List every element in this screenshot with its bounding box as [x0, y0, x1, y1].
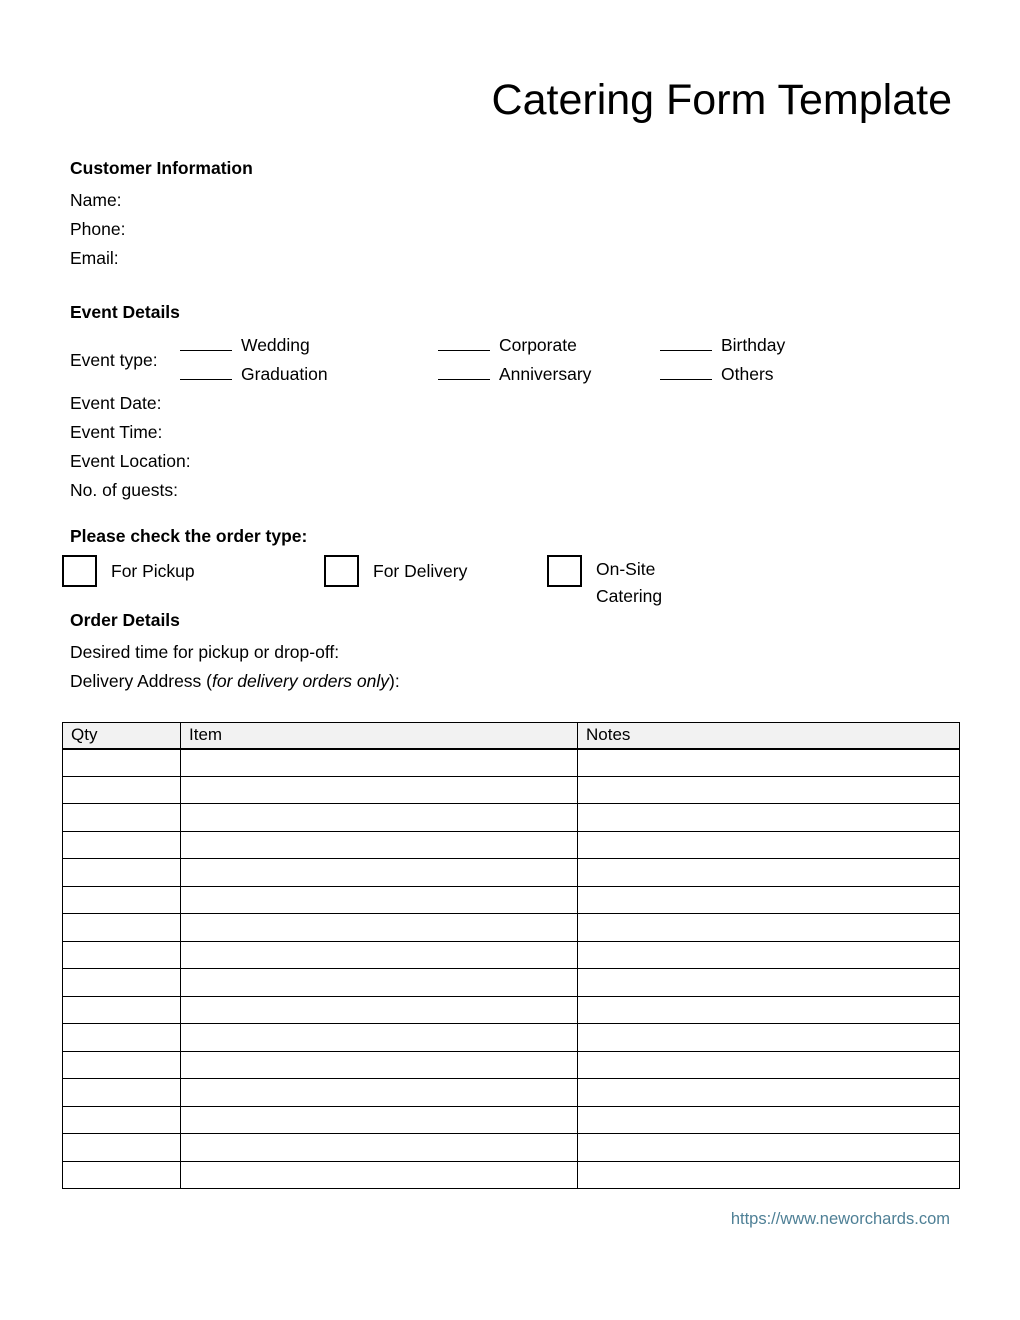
- table-cell[interactable]: [181, 804, 578, 832]
- notes-column-header: Notes: [578, 723, 960, 749]
- table-row: [63, 859, 960, 887]
- table-row: [63, 1134, 960, 1162]
- customer-information-section: [70, 157, 253, 273]
- table-row: [63, 831, 960, 859]
- order-table-body: [63, 749, 960, 1189]
- table-cell[interactable]: [578, 804, 960, 832]
- table-cell[interactable]: [63, 886, 181, 914]
- table-row: [63, 886, 960, 914]
- table-cell[interactable]: [578, 1079, 960, 1107]
- table-cell[interactable]: [578, 969, 960, 997]
- event-details-heading: Event Details: [70, 302, 180, 322]
- table-row: [63, 1161, 960, 1189]
- table-cell[interactable]: [63, 859, 181, 887]
- number-of-guests-field-label[interactable]: No. of guests:: [70, 480, 178, 500]
- table-row: [63, 1051, 960, 1079]
- event-type-option-label: Birthday: [721, 335, 786, 355]
- event-type-blank[interactable]: [660, 338, 712, 351]
- event-type-blank[interactable]: [180, 338, 232, 351]
- table-cell[interactable]: [181, 1106, 578, 1134]
- event-type-option-birthday: [660, 331, 785, 360]
- table-header-row: [63, 723, 960, 749]
- event-type-option-label: Graduation: [241, 364, 328, 384]
- delivery-checkbox-label: For Delivery: [373, 560, 468, 581]
- table-cell[interactable]: [578, 749, 960, 777]
- order-type-section: [62, 525, 663, 606]
- table-cell[interactable]: [578, 996, 960, 1024]
- table-cell[interactable]: [181, 776, 578, 804]
- table-cell[interactable]: [63, 1134, 181, 1162]
- table-cell[interactable]: [578, 886, 960, 914]
- pickup-checkbox[interactable]: [62, 555, 97, 587]
- table-cell[interactable]: [578, 1024, 960, 1052]
- order-items-table: [62, 722, 960, 1189]
- table-row: [63, 776, 960, 804]
- table-cell[interactable]: [578, 914, 960, 942]
- table-cell[interactable]: [63, 1161, 181, 1189]
- onsite-checkbox[interactable]: [547, 555, 582, 587]
- table-cell[interactable]: [63, 831, 181, 859]
- table-cell[interactable]: [578, 831, 960, 859]
- table-cell[interactable]: [63, 804, 181, 832]
- table-cell[interactable]: [181, 886, 578, 914]
- order-type-option-delivery: [324, 555, 547, 587]
- table-cell[interactable]: [181, 859, 578, 887]
- event-type-option-anniversary: [438, 360, 660, 389]
- table-row: [63, 914, 960, 942]
- table-cell[interactable]: [181, 1024, 578, 1052]
- table-cell[interactable]: [63, 1079, 181, 1107]
- table-row: [63, 804, 960, 832]
- event-type-row: [70, 331, 785, 389]
- table-cell[interactable]: [63, 1106, 181, 1134]
- event-type-option-label: Wedding: [241, 335, 310, 355]
- event-type-blank[interactable]: [660, 367, 712, 380]
- table-cell[interactable]: [578, 1106, 960, 1134]
- table-row: [63, 1024, 960, 1052]
- table-cell[interactable]: [578, 776, 960, 804]
- event-type-label: Event type:: [70, 349, 158, 370]
- event-type-blank[interactable]: [180, 367, 232, 380]
- name-field-label[interactable]: Name:: [70, 190, 122, 210]
- table-cell[interactable]: [181, 1079, 578, 1107]
- table-cell[interactable]: [63, 749, 181, 777]
- event-type-option-label: Corporate: [499, 335, 577, 355]
- item-column-header: Item: [181, 723, 578, 749]
- event-time-field-label[interactable]: Event Time:: [70, 422, 163, 442]
- table-cell[interactable]: [181, 969, 578, 997]
- table-cell[interactable]: [63, 969, 181, 997]
- table-row: [63, 969, 960, 997]
- event-type-option-graduation: [180, 360, 438, 389]
- order-details-section: [70, 609, 400, 696]
- table-cell[interactable]: [578, 1051, 960, 1079]
- table-cell[interactable]: [63, 1024, 181, 1052]
- table-cell[interactable]: [578, 1161, 960, 1189]
- table-cell[interactable]: [181, 1051, 578, 1079]
- event-type-options: [180, 331, 785, 389]
- pickup-checkbox-label: For Pickup: [111, 560, 195, 581]
- table-cell[interactable]: [578, 1134, 960, 1162]
- table-cell[interactable]: [181, 749, 578, 777]
- customer-information-heading: Customer Information: [70, 158, 253, 178]
- table-cell[interactable]: [181, 1161, 578, 1189]
- order-type-heading: Please check the order type:: [70, 526, 308, 546]
- table-row: [63, 1079, 960, 1107]
- table-cell[interactable]: [181, 1134, 578, 1162]
- qty-column-header: Qty: [63, 723, 181, 749]
- event-type-option-label: Others: [721, 364, 774, 384]
- table-row: [63, 1106, 960, 1134]
- table-cell[interactable]: [63, 776, 181, 804]
- delivery-checkbox[interactable]: [324, 555, 359, 587]
- table-cell[interactable]: [63, 914, 181, 942]
- onsite-checkbox-label: On-Site Catering: [596, 559, 663, 606]
- event-type-blank[interactable]: [438, 367, 490, 380]
- event-type-blank[interactable]: [438, 338, 490, 351]
- event-type-option-corporate: [438, 331, 660, 360]
- phone-field-label[interactable]: Phone:: [70, 219, 126, 239]
- footer-website-link[interactable]: https://www.neworchards.com: [730, 1210, 950, 1228]
- delivery-address-field-label[interactable]: Delivery Address (for delivery orders only):: [70, 671, 400, 691]
- table-cell[interactable]: [181, 914, 578, 942]
- table-cell[interactable]: [578, 859, 960, 887]
- event-location-field-label[interactable]: Event Location:: [70, 451, 191, 471]
- event-date-field-label[interactable]: Event Date:: [70, 393, 162, 413]
- table-cell[interactable]: [181, 831, 578, 859]
- email-field-label[interactable]: Email:: [70, 248, 119, 268]
- order-type-option-onsite: [547, 555, 663, 606]
- table-cell[interactable]: [181, 996, 578, 1024]
- order-type-option-pickup: [62, 555, 324, 587]
- event-details-section: [70, 301, 785, 505]
- event-type-option-label: Anniversary: [499, 364, 592, 384]
- page-title: Catering Form Template: [491, 76, 952, 124]
- table-cell[interactable]: [63, 996, 181, 1024]
- table-row: [63, 749, 960, 777]
- event-type-option-others: [660, 360, 785, 389]
- order-type-options: [62, 555, 663, 606]
- table-cell[interactable]: [63, 1051, 181, 1079]
- order-details-heading: Order Details: [70, 610, 180, 630]
- table-cell[interactable]: [578, 941, 960, 969]
- table-row: [63, 996, 960, 1024]
- table-cell[interactable]: [63, 941, 181, 969]
- table-cell[interactable]: [181, 941, 578, 969]
- event-type-option-wedding: [180, 331, 438, 360]
- table-row: [63, 941, 960, 969]
- desired-time-field-label[interactable]: Desired time for pickup or drop-off:: [70, 642, 340, 662]
